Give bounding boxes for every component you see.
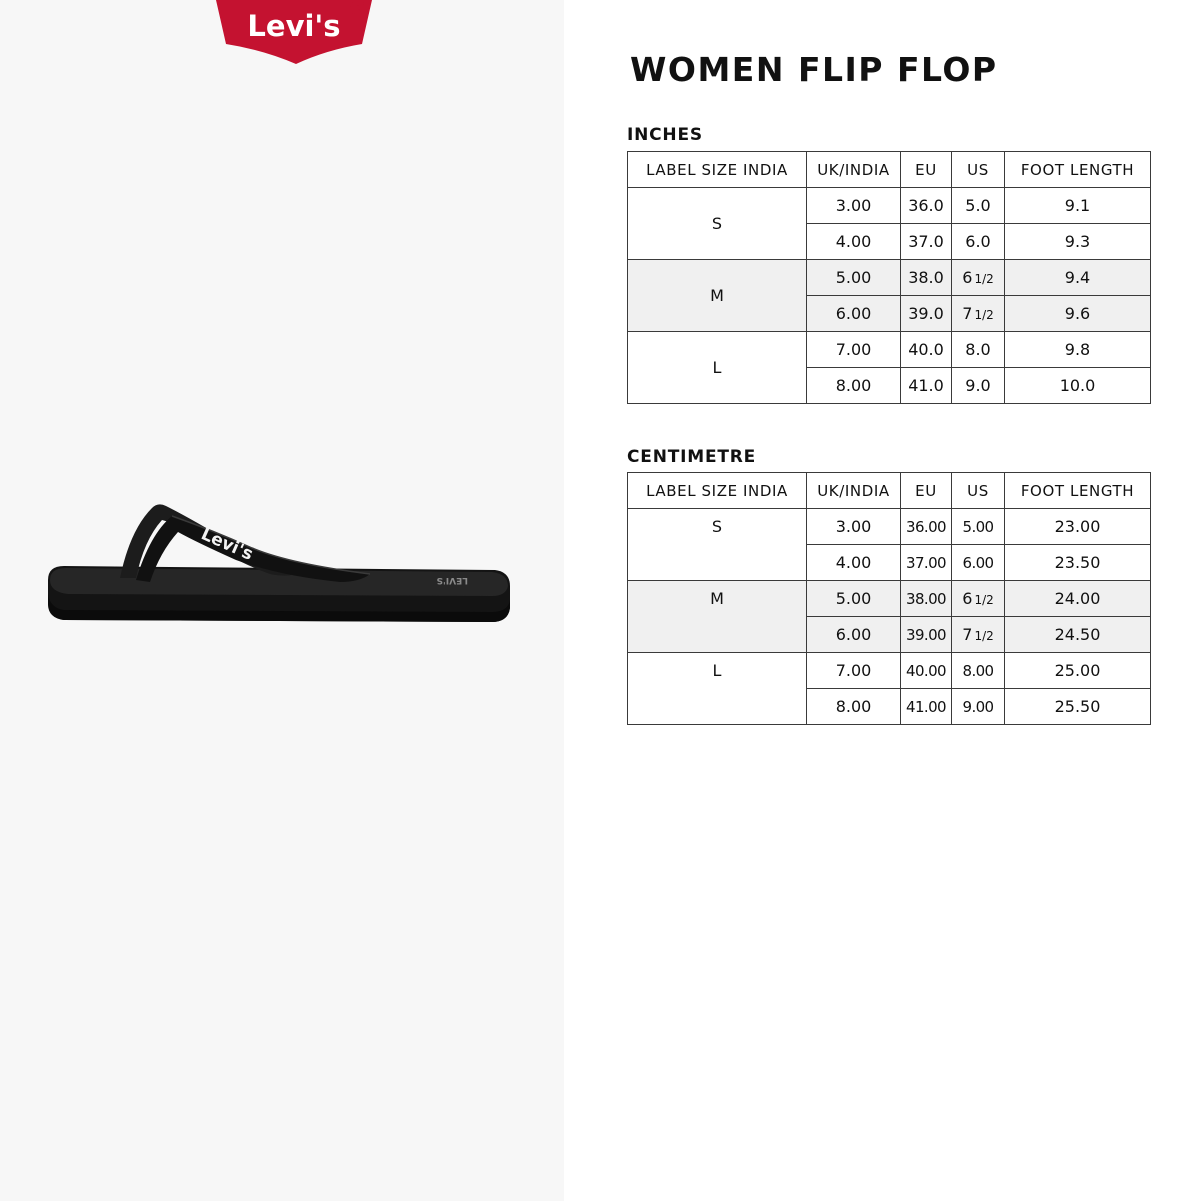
us-value: 7 [962,625,973,644]
eu-cell: 40.00 [901,653,952,689]
foot-length-cell: 9.1 [1005,188,1151,224]
centimetre-size-table [627,472,1151,725]
header-label-size: LABEL SIZE INDIA [628,152,807,188]
us-fraction: 1/2 [974,308,994,322]
us-value: 8.00 [962,661,994,680]
uk-india-cell: 5.00 [807,260,901,296]
us-cell [952,188,1005,224]
centimetre-section-title: CENTIMETRE [627,447,757,467]
uk-india-cell: 8.00 [807,368,901,404]
foot-length-cell: 23.00 [1005,509,1151,545]
eu-cell: 41.0 [901,368,952,404]
eu-cell: 39.00 [901,617,952,653]
eu-cell: 37.0 [901,224,952,260]
eu-cell: 38.00 [901,581,952,617]
eu-cell: 36.00 [901,509,952,545]
uk-india-cell: 7.00 [807,653,901,689]
us-value: 9.0 [965,376,991,395]
us-cell [952,296,1005,332]
svg-text:R: R [354,4,362,15]
eu-cell: 40.0 [901,332,952,368]
page-title: WOMEN FLIP FLOP [630,50,998,89]
foot-length-cell: 25.00 [1005,653,1151,689]
table-header-row [628,152,1151,188]
foot-length-cell: 10.0 [1005,368,1151,404]
header-us: US [952,473,1005,509]
table-row [628,332,1151,368]
eu-cell: 36.0 [901,188,952,224]
us-cell [952,689,1005,725]
us-value: 8.0 [965,340,991,359]
svg-text:Levi's: Levi's [247,9,341,43]
inches-size-table [627,151,1151,404]
us-value: 5.0 [965,196,991,215]
uk-india-cell: 7.00 [807,332,901,368]
size-label-cell: M [628,581,807,653]
us-cell [952,368,1005,404]
us-fraction: 1/2 [974,629,994,643]
us-cell [952,224,1005,260]
svg-text:Levi's: Levi's [197,524,256,565]
us-value: 7 [962,304,973,323]
us-cell [952,617,1005,653]
header-uk-india: UK/INDIA [807,152,901,188]
us-cell [952,581,1005,617]
foot-length-cell: 9.3 [1005,224,1151,260]
levis-logo [214,0,374,68]
uk-india-cell: 8.00 [807,689,901,725]
table-row [628,260,1151,296]
us-fraction: 1/2 [974,272,994,286]
us-cell [952,332,1005,368]
uk-india-cell: 4.00 [807,224,901,260]
uk-india-cell: 6.00 [807,296,901,332]
us-value: 5.00 [962,517,994,536]
table-row [628,509,1151,545]
uk-india-cell: 3.00 [807,188,901,224]
eu-cell: 41.00 [901,689,952,725]
table-header-row [628,473,1151,509]
header-eu: EU [901,473,952,509]
flip-flop-image [40,490,520,640]
table-row [628,653,1151,689]
product-image-panel [0,0,564,1201]
table-row [628,581,1151,617]
uk-india-cell: 3.00 [807,509,901,545]
eu-cell: 39.0 [901,296,952,332]
us-value: 6.0 [965,232,991,251]
size-label-cell: S [628,188,807,260]
header-eu: EU [901,152,952,188]
header-label-size: LABEL SIZE INDIA [628,473,807,509]
size-chart-panel [564,0,1200,1201]
foot-length-cell: 24.50 [1005,617,1151,653]
eu-cell: 38.0 [901,260,952,296]
us-cell [952,545,1005,581]
us-fraction: 1/2 [974,593,994,607]
us-value: 6 [962,589,973,608]
header-uk-india: UK/INDIA [807,473,901,509]
us-value: 9.00 [962,697,994,716]
table-row [628,188,1151,224]
foot-length-cell: 23.50 [1005,545,1151,581]
us-value: 6.00 [962,553,994,572]
header-foot-length: FOOT LENGTH [1005,152,1151,188]
header-us: US [952,152,1005,188]
us-cell [952,653,1005,689]
header-foot-length: FOOT LENGTH [1005,473,1151,509]
inches-section-title: INCHES [627,125,703,145]
eu-cell: 37.00 [901,545,952,581]
foot-length-cell: 24.00 [1005,581,1151,617]
uk-india-cell: 4.00 [807,545,901,581]
uk-india-cell: 5.00 [807,581,901,617]
foot-length-cell: 9.4 [1005,260,1151,296]
size-label-cell: L [628,332,807,404]
us-cell [952,509,1005,545]
size-label-cell: L [628,653,807,725]
us-value: 6 [962,268,973,287]
size-label-cell: S [628,509,807,581]
foot-length-cell: 25.50 [1005,689,1151,725]
us-cell [952,260,1005,296]
foot-length-cell: 9.8 [1005,332,1151,368]
foot-length-cell: 9.6 [1005,296,1151,332]
size-label-cell: M [628,260,807,332]
uk-india-cell: 6.00 [807,617,901,653]
svg-text:LEVI'S: LEVI'S [436,575,468,585]
